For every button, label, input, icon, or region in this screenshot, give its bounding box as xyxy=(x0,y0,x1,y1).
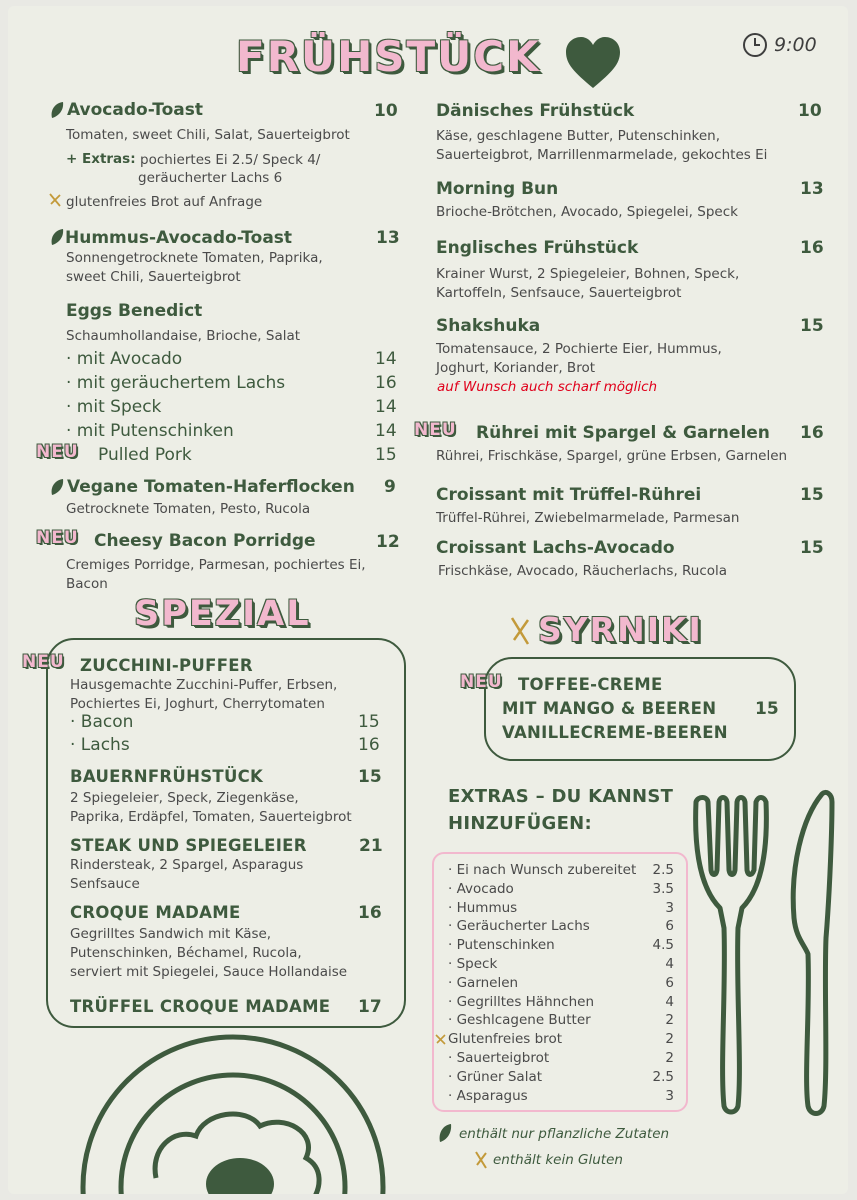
extras-heading: EXTRAS – DU KANNST xyxy=(448,786,674,807)
item-title: Croissant mit Trüffel-Rührei xyxy=(436,485,702,505)
list-item xyxy=(448,974,674,993)
item-desc: Schaumhollandaise, Brioche, Salat xyxy=(66,328,301,344)
time-text: 9:00 xyxy=(774,34,817,56)
item-desc: Tomatensauce, 2 Pochierte Eier, Hummus, xyxy=(436,341,722,357)
extras-label: + Extras: xyxy=(66,151,136,167)
extras-line: pochiertes Ei 2.5/ Speck 4/ xyxy=(140,152,321,168)
option-price: 14 xyxy=(375,421,397,441)
item-title: Cheesy Bacon Porridge xyxy=(94,531,316,551)
extra-price: 3 xyxy=(665,899,674,916)
option-label: · mit Speck xyxy=(66,397,162,417)
extra-label: · Geshlcagene Butter xyxy=(448,1012,591,1029)
list-item xyxy=(448,993,674,1012)
item-price: 10 xyxy=(798,101,822,121)
opening-time xyxy=(742,32,817,58)
item-title: Avocado-Toast xyxy=(67,100,203,120)
extra-label: · Hummus xyxy=(448,899,518,916)
extras-list xyxy=(448,861,674,1105)
item-desc: Krainer Wurst, 2 Spiegeleier, Bohnen, Speck, xyxy=(436,266,740,282)
extra-price: 2.5 xyxy=(652,862,674,878)
extra-price: 2 xyxy=(665,1012,674,1029)
item-desc: sweet Chili, Sauerteigbrot xyxy=(66,269,241,285)
extra-label: · Geräucherter Lachs xyxy=(448,918,590,935)
neu-badge: NEU xyxy=(22,652,65,672)
item-title: Croissant Lachs-Avocado xyxy=(436,538,675,558)
spezial-item-title: ZUCCHINI-PUFFER xyxy=(80,656,253,675)
item-desc: 2 Spiegeleier, Speck, Ziegenkäse, xyxy=(70,790,299,806)
item-desc: Rührei, Frischkäse, Spargel, grüne Erbsen, Garnelen xyxy=(436,448,788,464)
spezial-title: SPEZIAL xyxy=(134,594,311,634)
item-price: 16 xyxy=(800,238,824,258)
option-price: 15 xyxy=(375,445,397,465)
item-price: 21 xyxy=(359,836,383,856)
list-item xyxy=(448,1087,674,1106)
extra-label: · Gegrilltes Hähnchen xyxy=(448,993,595,1010)
item-price: 13 xyxy=(800,179,824,199)
menu-page xyxy=(8,6,848,1194)
spezial-item-title: STEAK UND SPIEGELEIER xyxy=(70,836,307,855)
item-desc: Käse, geschlagene Butter, Putenschinken, xyxy=(436,128,721,144)
list-item xyxy=(448,1068,674,1087)
item-desc: Hausgemachte Zucchini-Puffer, Erbsen, xyxy=(70,677,338,693)
extra-label: · Putenschinken xyxy=(448,937,555,954)
item-price: 15 xyxy=(800,316,824,336)
item-desc: Frischkäse, Avocado, Räucherlachs, Rucola xyxy=(438,563,728,579)
item-price: 10 xyxy=(374,101,398,121)
list-item xyxy=(448,917,674,936)
neu-badge: NEU xyxy=(36,528,79,548)
option-price: 16 xyxy=(358,735,380,755)
leaf-icon xyxy=(50,478,64,496)
list-item xyxy=(448,899,674,918)
item-desc: Getrocknete Tomaten, Pesto, Rucola xyxy=(66,501,311,517)
extra-label: · Garnelen xyxy=(448,974,519,991)
item-title: Shakshuka xyxy=(436,316,541,336)
list-item xyxy=(448,955,674,974)
extra-label: · Grüner Salat xyxy=(448,1068,543,1085)
extra-label: · Asparagus xyxy=(448,1087,528,1104)
item-price: 15 xyxy=(800,538,824,558)
item-title: Hummus-Avocado-Toast xyxy=(65,228,293,248)
item-price: 16 xyxy=(800,423,824,443)
item-price: 9 xyxy=(384,477,396,497)
extra-price: 2 xyxy=(665,1031,674,1048)
item-title: Morning Bun xyxy=(436,179,559,199)
neu-badge: NEU xyxy=(414,420,457,440)
extra-price: 6 xyxy=(665,918,674,935)
item-desc: Senfsauce xyxy=(70,876,140,892)
gluten-free-icon xyxy=(474,1151,488,1169)
neu-badge: NEU xyxy=(460,672,503,692)
item-desc: Trüffel-Rührei, Zwiebelmarmelade, Parmesan xyxy=(436,510,740,526)
item-price: 15 xyxy=(800,485,824,505)
item-desc: Joghurt, Koriander, Brot xyxy=(436,360,595,376)
option-label: Pulled Pork xyxy=(98,445,192,465)
item-desc: Sonnengetrocknete Tomaten, Paprika, xyxy=(66,250,323,266)
extra-price: 6 xyxy=(665,974,674,991)
item-price: 13 xyxy=(376,228,400,248)
item-desc: Cremiges Porridge, Parmesan, pochiertes Ei, xyxy=(66,557,366,573)
item-title: Eggs Benedict xyxy=(66,301,203,321)
item-desc: Brioche-Brötchen, Avocado, Spiegelei, Speck xyxy=(436,204,738,220)
extra-label: · Speck xyxy=(448,955,498,972)
extra-price: 2 xyxy=(665,1049,674,1066)
gluten-free-icon xyxy=(435,1034,446,1045)
page-title: FRÜHSTÜCK xyxy=(236,32,541,81)
item-desc: Rindersteak, 2 Spargel, Asparagus xyxy=(70,857,304,873)
extra-price: 3 xyxy=(665,1087,674,1104)
extra-price: 3.5 xyxy=(652,880,674,897)
extra-price: 4 xyxy=(665,955,674,972)
item-title: Dänisches Frühstück xyxy=(436,101,635,121)
option-label: · mit geräuchertem Lachs xyxy=(66,373,286,393)
syrniki-line: VANILLECREME-BEEREN xyxy=(502,723,728,742)
extra-price: 4.5 xyxy=(652,937,674,954)
option-price: 14 xyxy=(375,349,397,369)
syrniki-line: MIT MANGO & BEEREN xyxy=(502,699,717,718)
list-item xyxy=(448,1049,674,1068)
item-desc: Gegrilltes Sandwich mit Käse, xyxy=(70,926,272,942)
gluten-free-icon xyxy=(48,193,62,207)
option-price: 14 xyxy=(375,397,397,417)
item-price: 15 xyxy=(358,767,382,787)
item-price: 17 xyxy=(358,997,382,1017)
syrniki-price: 15 xyxy=(755,699,779,719)
list-item xyxy=(448,1030,674,1049)
spezial-item-title: TRÜFFEL CROQUE MADAME xyxy=(70,997,331,1016)
extra-label: Glutenfreies brot xyxy=(448,1031,562,1048)
leaf-icon xyxy=(50,228,64,246)
item-title: Rührei mit Spargel & Garnelen xyxy=(476,423,770,443)
item-desc: Paprika, Erdäpfel, Tomaten, Sauerteigbrot xyxy=(70,809,352,825)
clock-icon xyxy=(742,32,768,58)
neu-badge: NEU xyxy=(36,442,79,462)
extras-line: geräucherter Lachs 6 xyxy=(138,170,283,186)
leaf-icon xyxy=(438,1123,452,1143)
item-desc: Pochiertes Ei, Joghurt, Cherrytomaten xyxy=(70,696,325,712)
list-item xyxy=(448,880,674,899)
extras-box xyxy=(432,852,688,1112)
gluten-note: glutenfreies Brot auf Anfrage xyxy=(66,194,263,210)
item-title: Englisches Frühstück xyxy=(436,238,639,258)
extra-price: 2.5 xyxy=(652,1068,674,1085)
spezial-item-title: CROQUE MADAME xyxy=(70,903,241,922)
option-label: · Lachs xyxy=(70,735,130,755)
item-desc: Sauerteigbrot, Marrillenmarmelade, gekochtes Ei xyxy=(436,147,768,163)
fork-knife-icon xyxy=(690,788,840,1118)
legend-vegan: enthält nur pflanzliche Zutaten xyxy=(459,1126,670,1142)
syrniki-title: SYRNIKI xyxy=(538,610,703,649)
extra-label: · Avocado xyxy=(448,880,514,897)
heart-icon xyxy=(564,36,622,90)
item-desc: serviert mit Spiegelei, Sauce Hollandaise xyxy=(70,964,348,980)
extra-label: · Sauerteigbrot xyxy=(448,1049,550,1066)
item-price: 12 xyxy=(376,532,400,552)
list-item xyxy=(448,936,674,955)
syrniki-line: TOFFEE-CREME xyxy=(518,675,663,694)
extra-price: 4 xyxy=(665,993,674,1010)
leaf-icon xyxy=(50,101,64,119)
plate-egg-icon xyxy=(74,1028,392,1194)
extra-label: · Ei nach Wunsch zubereitet xyxy=(448,862,637,878)
spezial-item-title: BAUERNFRÜHSTÜCK xyxy=(70,767,264,786)
option-price: 16 xyxy=(375,373,397,393)
item-desc: Tomaten, sweet Chili, Salat, Sauerteigbrot xyxy=(66,127,350,143)
legend-gluten: enthält kein Gluten xyxy=(493,1152,623,1168)
item-price: 16 xyxy=(358,903,382,923)
extras-heading: HINZUFÜGEN: xyxy=(448,813,593,834)
spicy-note: auf Wunsch auch scharf möglich xyxy=(437,379,658,395)
list-item xyxy=(448,861,674,880)
option-label: · mit Putenschinken xyxy=(66,421,234,441)
item-title: Vegane Tomaten-Haferflocken xyxy=(67,477,355,497)
option-price: 15 xyxy=(358,712,380,732)
option-label: · mit Avocado xyxy=(66,349,183,369)
item-desc: Bacon xyxy=(66,576,108,592)
option-label: · Bacon xyxy=(70,712,134,732)
gluten-free-icon xyxy=(508,616,532,646)
item-desc: Putenschinken, Béchamel, Rucola, xyxy=(70,945,302,961)
list-item xyxy=(448,1011,674,1030)
item-desc: Kartoffeln, Senfsauce, Sauerteigbrot xyxy=(436,285,682,301)
